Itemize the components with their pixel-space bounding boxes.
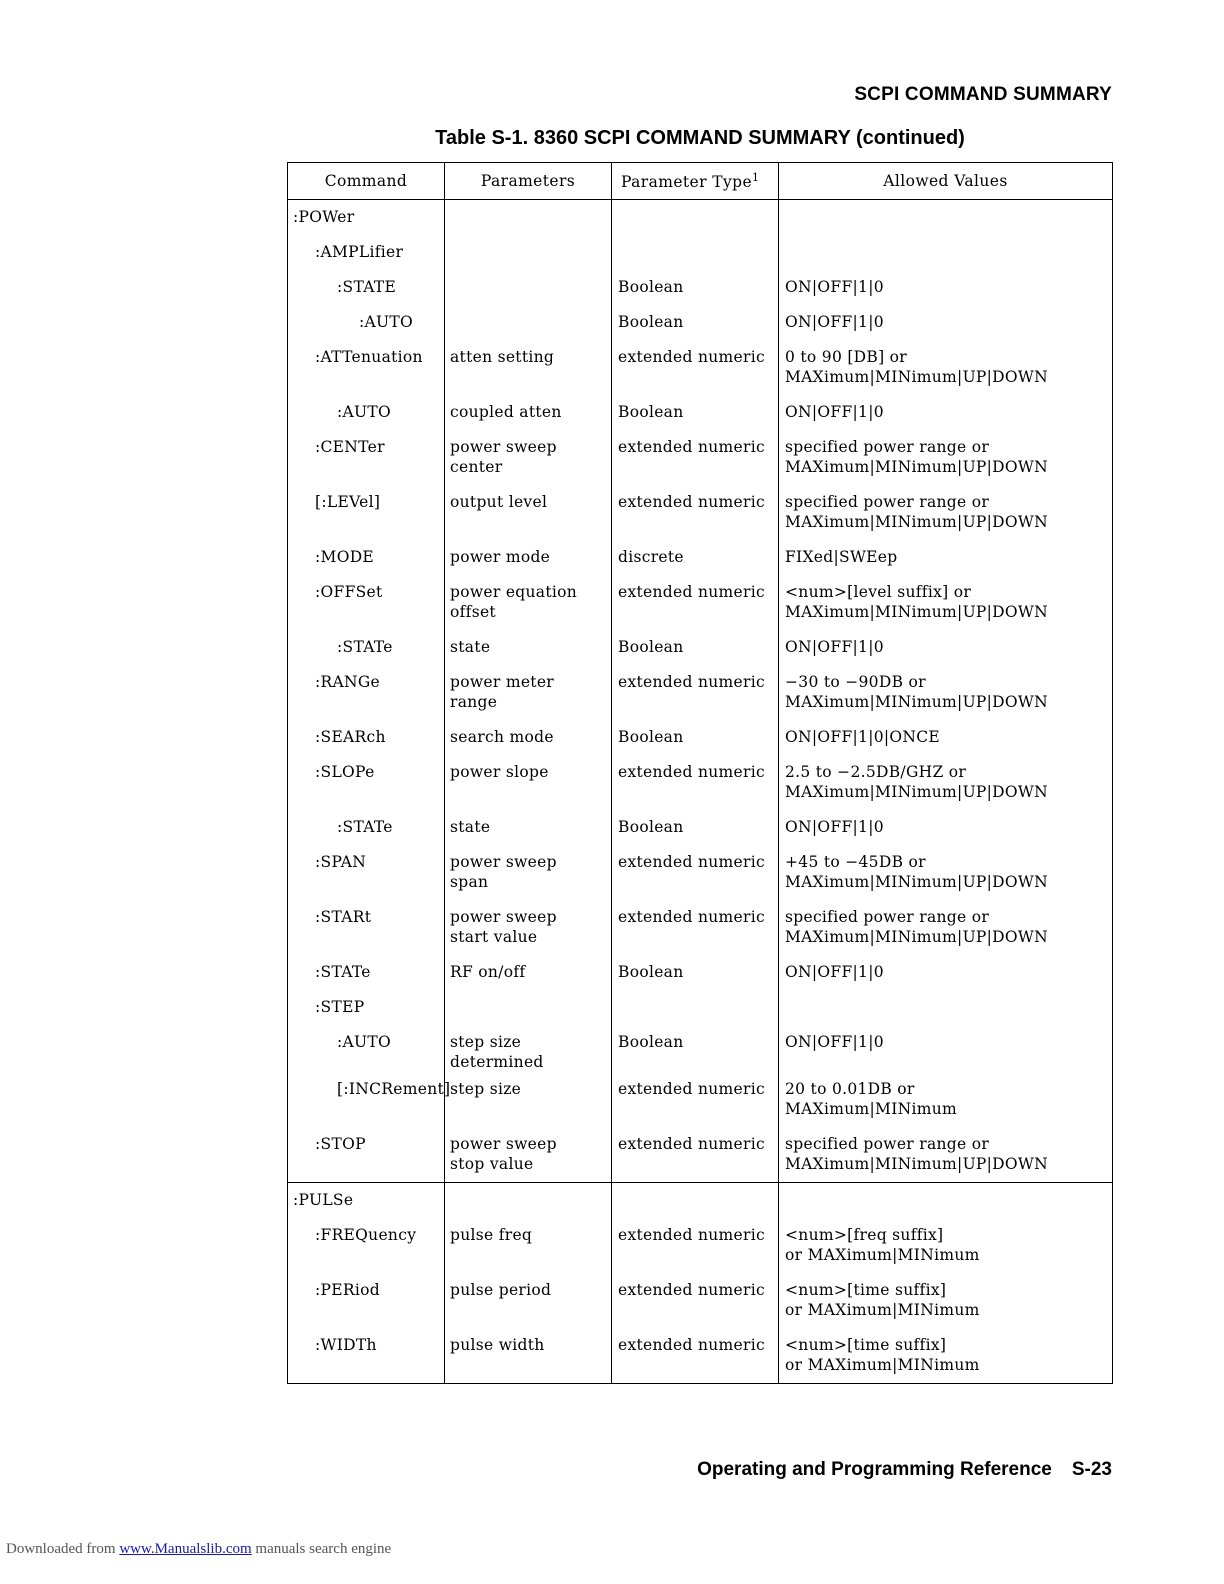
allowed-values-cell: ON|OFF|1|0 bbox=[779, 955, 1113, 990]
header-parameter-type bbox=[612, 163, 779, 200]
header-parameters: Parameters bbox=[445, 163, 612, 200]
allowed-values-cell: specified power range or MAXimum|MINimum|UP|DOWN bbox=[779, 1127, 1113, 1183]
command-cell: :STEP bbox=[288, 990, 445, 1025]
table-row bbox=[288, 810, 1113, 845]
allowed-values-cell: FIXed|SWEep bbox=[779, 540, 1113, 575]
parameter-type-cell bbox=[612, 235, 779, 270]
parameter-type-cell: extended numeric bbox=[612, 485, 779, 540]
command-cell: :ATTenuation bbox=[288, 340, 445, 395]
parameters-cell: step size bbox=[445, 1072, 612, 1127]
parameters-cell: output level bbox=[445, 485, 612, 540]
table-row bbox=[288, 305, 1113, 340]
parameter-type-cell: Boolean bbox=[612, 955, 779, 990]
command-cell: :STARt bbox=[288, 900, 445, 955]
allowed-values-cell bbox=[779, 1183, 1113, 1219]
table-row bbox=[288, 900, 1113, 955]
parameters-cell: state bbox=[445, 810, 612, 845]
command-cell: :SPAN bbox=[288, 845, 445, 900]
allowed-values-cell: 0 to 90 [DB] or MAXimum|MINimum|UP|DOWN bbox=[779, 340, 1113, 395]
table-row bbox=[288, 1218, 1113, 1273]
parameters-cell: power sweep center bbox=[445, 430, 612, 485]
allowed-values-cell: <num>[level suffix] or MAXimum|MINimum|UP|DOWN bbox=[779, 575, 1113, 630]
parameters-cell: power sweep stop value bbox=[445, 1127, 612, 1183]
table-row bbox=[288, 1072, 1113, 1127]
table-row bbox=[288, 575, 1113, 630]
command-cell: :AUTO bbox=[288, 305, 445, 340]
parameter-type-cell: Boolean bbox=[612, 630, 779, 665]
allowed-values-cell: ON|OFF|1|0|ONCE bbox=[779, 720, 1113, 755]
footnote-marker: 1 bbox=[752, 170, 760, 184]
allowed-values-cell bbox=[779, 200, 1113, 236]
allowed-values-cell: 2.5 to −2.5DB/GHZ or MAXimum|MINimum|UP|DOWN bbox=[779, 755, 1113, 810]
command-cell: :STATe bbox=[288, 630, 445, 665]
parameter-type-cell: extended numeric bbox=[612, 755, 779, 810]
command-group bbox=[288, 1183, 1113, 1384]
table-row bbox=[288, 485, 1113, 540]
command-cell: :STOP bbox=[288, 1127, 445, 1183]
table-row bbox=[288, 990, 1113, 1025]
parameter-type-cell: Boolean bbox=[612, 395, 779, 430]
command-cell: :WIDTh bbox=[288, 1328, 445, 1384]
command-cell: :PERiod bbox=[288, 1273, 445, 1328]
allowed-values-cell: +45 to −45DB or MAXimum|MINimum|UP|DOWN bbox=[779, 845, 1113, 900]
allowed-values-cell: 20 to 0.01DB or MAXimum|MINimum bbox=[779, 1072, 1113, 1127]
parameters-cell: state bbox=[445, 630, 612, 665]
parameters-cell: power sweep span bbox=[445, 845, 612, 900]
allowed-values-cell: specified power range or MAXimum|MINimum|UP|DOWN bbox=[779, 430, 1113, 485]
allowed-values-cell: −30 to −90DB or MAXimum|MINimum|UP|DOWN bbox=[779, 665, 1113, 720]
command-group bbox=[288, 200, 1113, 1183]
table-row bbox=[288, 720, 1113, 755]
command-cell: :SLOPe bbox=[288, 755, 445, 810]
download-suffix: manuals search engine bbox=[251, 1541, 392, 1557]
parameter-type-cell: Boolean bbox=[612, 270, 779, 305]
table-row bbox=[288, 430, 1113, 485]
parameter-type-cell: extended numeric bbox=[612, 1328, 779, 1384]
parameters-cell: step size determined bbox=[445, 1025, 612, 1072]
table-header-row bbox=[288, 163, 1113, 200]
parameters-cell: pulse width bbox=[445, 1328, 612, 1384]
table-row bbox=[288, 1183, 1113, 1219]
table-row bbox=[288, 755, 1113, 810]
table-row bbox=[288, 1273, 1113, 1328]
parameter-type-cell: Boolean bbox=[612, 810, 779, 845]
parameters-cell: power sweep start value bbox=[445, 900, 612, 955]
command-cell: :PULSe bbox=[288, 1183, 445, 1219]
parameters-cell: atten setting bbox=[445, 340, 612, 395]
allowed-values-cell: ON|OFF|1|0 bbox=[779, 630, 1113, 665]
parameter-type-cell: discrete bbox=[612, 540, 779, 575]
command-cell: :STATe bbox=[288, 810, 445, 845]
table-row bbox=[288, 1328, 1113, 1384]
command-cell: [:LEVel] bbox=[288, 485, 445, 540]
parameters-cell: power equation offset bbox=[445, 575, 612, 630]
command-cell: :FREQuency bbox=[288, 1218, 445, 1273]
table-row bbox=[288, 1025, 1113, 1072]
table-row bbox=[288, 395, 1113, 430]
parameter-type-cell bbox=[612, 990, 779, 1025]
download-credit bbox=[6, 1541, 391, 1558]
parameter-type-cell bbox=[612, 200, 779, 236]
parameters-cell: search mode bbox=[445, 720, 612, 755]
parameters-cell bbox=[445, 990, 612, 1025]
parameters-cell: coupled atten bbox=[445, 395, 612, 430]
header-parameter-type-label: Parameter Type bbox=[621, 173, 753, 192]
allowed-values-cell bbox=[779, 235, 1113, 270]
parameters-cell: RF on/off bbox=[445, 955, 612, 990]
table-title: Table S-1. 8360 SCPI COMMAND SUMMARY (continued) bbox=[435, 127, 965, 149]
allowed-values-cell: ON|OFF|1|0 bbox=[779, 395, 1113, 430]
table-row bbox=[288, 955, 1113, 990]
table-row bbox=[288, 665, 1113, 720]
running-head: SCPI COMMAND SUMMARY bbox=[854, 84, 1112, 105]
allowed-values-cell bbox=[779, 990, 1113, 1025]
command-cell: [:INCRement] bbox=[288, 1072, 445, 1127]
table-row bbox=[288, 845, 1113, 900]
parameter-type-cell: extended numeric bbox=[612, 900, 779, 955]
command-cell: :AUTO bbox=[288, 1025, 445, 1072]
table-row bbox=[288, 200, 1113, 236]
parameter-type-cell: Boolean bbox=[612, 305, 779, 340]
parameter-type-cell bbox=[612, 1183, 779, 1219]
command-cell: :POWer bbox=[288, 200, 445, 236]
command-cell: :CENTer bbox=[288, 430, 445, 485]
table-row bbox=[288, 340, 1113, 395]
parameter-type-cell: extended numeric bbox=[612, 1218, 779, 1273]
allowed-values-cell: <num>[time suffix] or MAXimum|MINimum bbox=[779, 1273, 1113, 1328]
header-command: Command bbox=[288, 163, 445, 200]
parameters-cell: pulse freq bbox=[445, 1218, 612, 1273]
parameters-cell bbox=[445, 235, 612, 270]
parameter-type-cell: Boolean bbox=[612, 1025, 779, 1072]
parameter-type-cell: extended numeric bbox=[612, 845, 779, 900]
command-cell: :OFFSet bbox=[288, 575, 445, 630]
parameter-type-cell: extended numeric bbox=[612, 340, 779, 395]
page-number: S-23 bbox=[1071, 1459, 1112, 1480]
allowed-values-cell: ON|OFF|1|0 bbox=[779, 305, 1113, 340]
allowed-values-cell: <num>[freq suffix] or MAXimum|MINimum bbox=[779, 1218, 1113, 1273]
allowed-values-cell: ON|OFF|1|0 bbox=[779, 270, 1113, 305]
command-cell: :AMPLifier bbox=[288, 235, 445, 270]
table-row bbox=[288, 270, 1113, 305]
parameter-type-cell: extended numeric bbox=[612, 1273, 779, 1328]
allowed-values-cell: specified power range or MAXimum|MINimum|UP|DOWN bbox=[779, 485, 1113, 540]
command-cell: :RANGe bbox=[288, 665, 445, 720]
manualslib-link[interactable]: www.Manualslib.com bbox=[119, 1541, 252, 1557]
parameters-cell bbox=[445, 270, 612, 305]
scpi-command-table bbox=[287, 162, 1113, 1384]
parameter-type-cell: extended numeric bbox=[612, 1127, 779, 1183]
table-row bbox=[288, 1127, 1113, 1183]
parameter-type-cell: extended numeric bbox=[612, 430, 779, 485]
allowed-values-cell: ON|OFF|1|0 bbox=[779, 810, 1113, 845]
table-row bbox=[288, 540, 1113, 575]
command-cell: :AUTO bbox=[288, 395, 445, 430]
header-allowed-values: Allowed Values bbox=[779, 163, 1113, 200]
allowed-values-cell: <num>[time suffix] or MAXimum|MINimum bbox=[779, 1328, 1113, 1384]
allowed-values-cell: specified power range or MAXimum|MINimum|UP|DOWN bbox=[779, 900, 1113, 955]
parameters-cell bbox=[445, 1183, 612, 1219]
download-prefix: Downloaded from bbox=[6, 1541, 120, 1557]
parameter-type-cell: Boolean bbox=[612, 720, 779, 755]
parameters-cell: pulse period bbox=[445, 1273, 612, 1328]
parameter-type-cell: extended numeric bbox=[612, 1072, 779, 1127]
command-cell: :STATE bbox=[288, 270, 445, 305]
parameter-type-cell: extended numeric bbox=[612, 575, 779, 630]
page-footer bbox=[697, 1459, 1112, 1481]
parameters-cell: power meter range bbox=[445, 665, 612, 720]
table-row bbox=[288, 235, 1113, 270]
table-row bbox=[288, 630, 1113, 665]
command-cell: :STATe bbox=[288, 955, 445, 990]
command-cell: :SEARch bbox=[288, 720, 445, 755]
parameter-type-cell: extended numeric bbox=[612, 665, 779, 720]
command-cell: :MODE bbox=[288, 540, 445, 575]
parameters-cell: power slope bbox=[445, 755, 612, 810]
footer-section: Operating and Programming Reference bbox=[697, 1459, 1052, 1480]
allowed-values-cell: ON|OFF|1|0 bbox=[779, 1025, 1113, 1072]
parameters-cell bbox=[445, 200, 612, 236]
parameters-cell: power mode bbox=[445, 540, 612, 575]
parameters-cell bbox=[445, 305, 612, 340]
